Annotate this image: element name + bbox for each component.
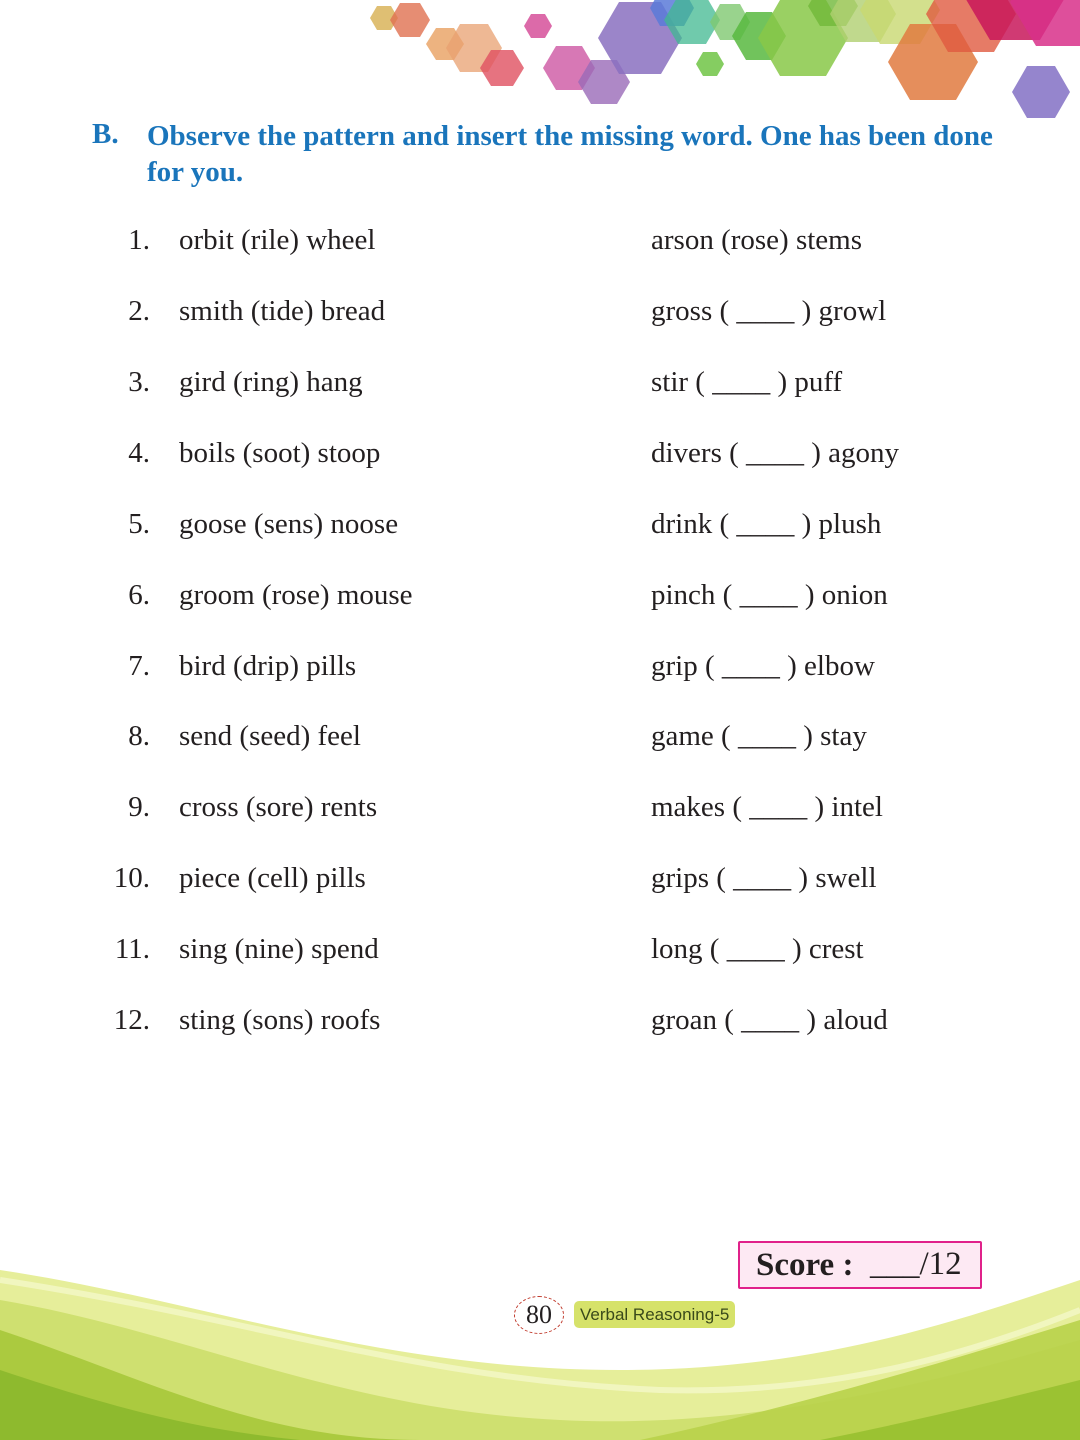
puzzle-pattern[interactable]: makes ( ____ ) intel xyxy=(651,791,883,823)
example-pattern: sting (sons) roofs xyxy=(179,1004,381,1036)
example-pattern: gird (ring) hang xyxy=(179,366,363,398)
hexagon xyxy=(390,3,430,37)
example-pattern: orbit (rile) wheel xyxy=(179,224,376,256)
list-item xyxy=(0,862,1080,902)
example-pattern: bird (drip) pills xyxy=(179,650,357,682)
score-label: Score : xyxy=(756,1247,854,1283)
page-number: 80 xyxy=(514,1296,564,1334)
list-item xyxy=(0,933,1080,973)
item-number: 4. xyxy=(128,437,150,469)
item-number: 11. xyxy=(114,933,150,965)
item-number: 10. xyxy=(113,862,150,894)
example-pattern: cross (sore) rents xyxy=(179,791,378,823)
item-number: 6. xyxy=(128,579,150,611)
list-item xyxy=(0,720,1080,760)
hexagon xyxy=(524,14,552,38)
list-item xyxy=(0,579,1080,619)
question-instruction: Observe the pattern and insert the missing word. One has been done for you. xyxy=(147,120,993,188)
example-pattern: smith (tide) bread xyxy=(179,295,386,327)
item-number: 5. xyxy=(128,508,150,540)
score-field[interactable]: ___/12 xyxy=(870,1246,962,1282)
list-item xyxy=(0,1004,1080,1044)
hexagon xyxy=(1012,66,1070,118)
item-number: 1. xyxy=(128,224,150,256)
puzzle-pattern[interactable]: divers ( ____ ) agony xyxy=(651,437,900,469)
example-pattern: send (seed) feel xyxy=(179,720,361,752)
item-number: 3. xyxy=(128,366,150,398)
puzzle-pattern[interactable]: game ( ____ ) stay xyxy=(651,720,867,752)
puzzle-pattern[interactable]: groan ( ____ ) aloud xyxy=(651,1004,888,1036)
example-pattern: groom (rose) mouse xyxy=(179,579,413,611)
puzzle-pattern[interactable]: grips ( ____ ) swell xyxy=(651,862,877,894)
book-title-badge: Verbal Reasoning-5 xyxy=(574,1301,735,1328)
list-item xyxy=(0,650,1080,690)
list-item xyxy=(0,437,1080,477)
list-item xyxy=(0,295,1080,335)
puzzle-pattern: arson (rose) stems xyxy=(651,224,863,256)
example-pattern: goose (sens) noose xyxy=(179,508,399,540)
list-item xyxy=(0,508,1080,548)
score-box xyxy=(738,1241,982,1289)
puzzle-pattern[interactable]: drink ( ____ ) plush xyxy=(651,508,882,540)
list-item xyxy=(0,366,1080,406)
decorative-hexagons xyxy=(0,0,1080,130)
item-number: 12. xyxy=(113,1004,150,1036)
puzzle-pattern[interactable]: stir ( ____ ) puff xyxy=(651,366,843,398)
item-number: 2. xyxy=(128,295,150,327)
hexagon xyxy=(696,52,724,76)
item-number: 7. xyxy=(128,650,150,682)
list-item xyxy=(0,791,1080,831)
list-item xyxy=(0,224,1080,264)
puzzle-pattern[interactable]: long ( ____ ) crest xyxy=(651,933,864,965)
question-letter: B. xyxy=(92,118,119,150)
item-number: 9. xyxy=(128,791,150,823)
puzzle-pattern[interactable]: gross ( ____ ) growl xyxy=(651,295,887,327)
example-pattern: boils (soot) stoop xyxy=(179,437,381,469)
item-number: 8. xyxy=(128,720,150,752)
puzzle-pattern[interactable]: grip ( ____ ) elbow xyxy=(651,650,875,682)
example-pattern: sing (nine) spend xyxy=(179,933,379,965)
puzzle-pattern[interactable]: pinch ( ____ ) onion xyxy=(651,579,888,611)
example-pattern: piece (cell) pills xyxy=(179,862,366,894)
